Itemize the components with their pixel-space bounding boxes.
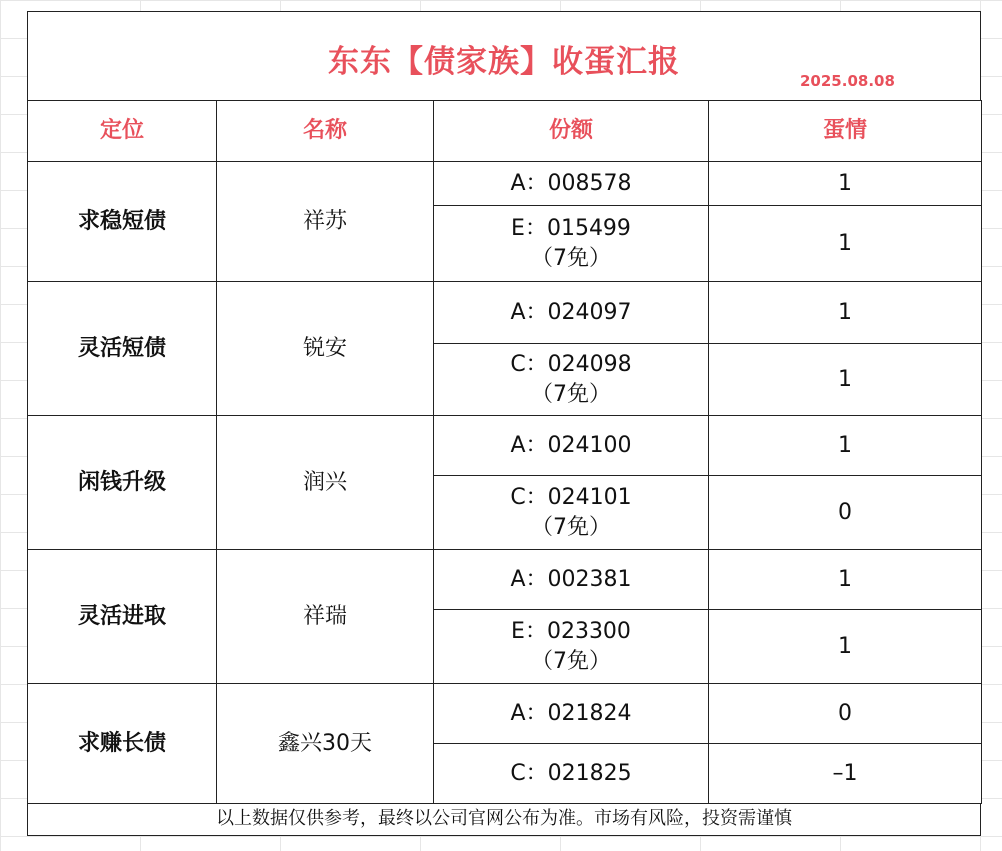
fund-table <box>27 100 982 804</box>
share-cell <box>434 282 709 344</box>
header-row <box>28 101 982 162</box>
position-cell: 闲钱升级 <box>28 416 217 550</box>
table-row <box>28 416 982 476</box>
position-cell: 求稳短债 <box>28 162 217 282</box>
share-code: C：021825 <box>510 760 632 786</box>
fund-name-cell: 祥苏 <box>217 162 434 282</box>
egg-cell: 1 <box>709 162 982 206</box>
table-row <box>28 282 982 344</box>
share-note: （7免） <box>531 245 611 271</box>
share-code: A：021824 <box>510 700 632 726</box>
table-row <box>28 550 982 610</box>
disclaimer-footer: 以上数据仅供参考，最终以公司官网公布为准。市场有风险，投资需谨慎 <box>27 803 981 836</box>
share-cell <box>434 416 709 476</box>
share-code: E：015499 <box>511 215 631 241</box>
egg-cell: 1 <box>709 206 982 282</box>
position-cell: 求赚长债 <box>28 684 217 804</box>
egg-cell: 1 <box>709 282 982 344</box>
share-cell <box>434 684 709 744</box>
egg-cell: 1 <box>709 550 982 610</box>
share-cell <box>434 206 709 282</box>
col-header-position: 定位 <box>28 101 217 162</box>
share-cell <box>434 476 709 550</box>
share-code: A：024100 <box>510 432 632 458</box>
position-cell: 灵活短债 <box>28 282 217 416</box>
share-code: C：024101 <box>510 484 632 510</box>
share-cell <box>434 550 709 610</box>
egg-cell: 1 <box>709 416 982 476</box>
share-note: （7免） <box>531 514 611 540</box>
share-code: C：024098 <box>510 351 632 377</box>
share-note: （7免） <box>531 648 611 674</box>
share-cell <box>434 610 709 684</box>
position-cell: 灵活进取 <box>28 550 217 684</box>
share-code: A：024097 <box>510 299 632 325</box>
table-row <box>28 162 982 206</box>
fund-name-cell: 锐安 <box>217 282 434 416</box>
share-code: A：008578 <box>510 170 632 196</box>
report-date: 2025.08.08 <box>800 72 895 90</box>
report-sheet <box>27 11 981 836</box>
col-header-egg: 蛋情 <box>709 101 982 162</box>
col-header-share: 份额 <box>434 101 709 162</box>
fund-name-cell: 祥瑞 <box>217 550 434 684</box>
egg-cell: 1 <box>709 344 982 416</box>
share-cell <box>434 744 709 804</box>
fund-name-cell: 润兴 <box>217 416 434 550</box>
egg-cell: 0 <box>709 476 982 550</box>
share-code: A：002381 <box>510 566 632 592</box>
share-cell <box>434 344 709 416</box>
table-row <box>28 684 982 744</box>
col-header-name: 名称 <box>217 101 434 162</box>
title-box <box>27 11 981 101</box>
egg-cell: –1 <box>709 744 982 804</box>
report-title: 东东【债家族】收蛋汇报 <box>328 44 680 80</box>
share-code: E：023300 <box>511 618 631 644</box>
fund-name-cell: 鑫兴30天 <box>217 684 434 804</box>
egg-cell: 1 <box>709 610 982 684</box>
egg-cell: 0 <box>709 684 982 744</box>
share-cell <box>434 162 709 206</box>
share-note: （7免） <box>531 381 611 407</box>
